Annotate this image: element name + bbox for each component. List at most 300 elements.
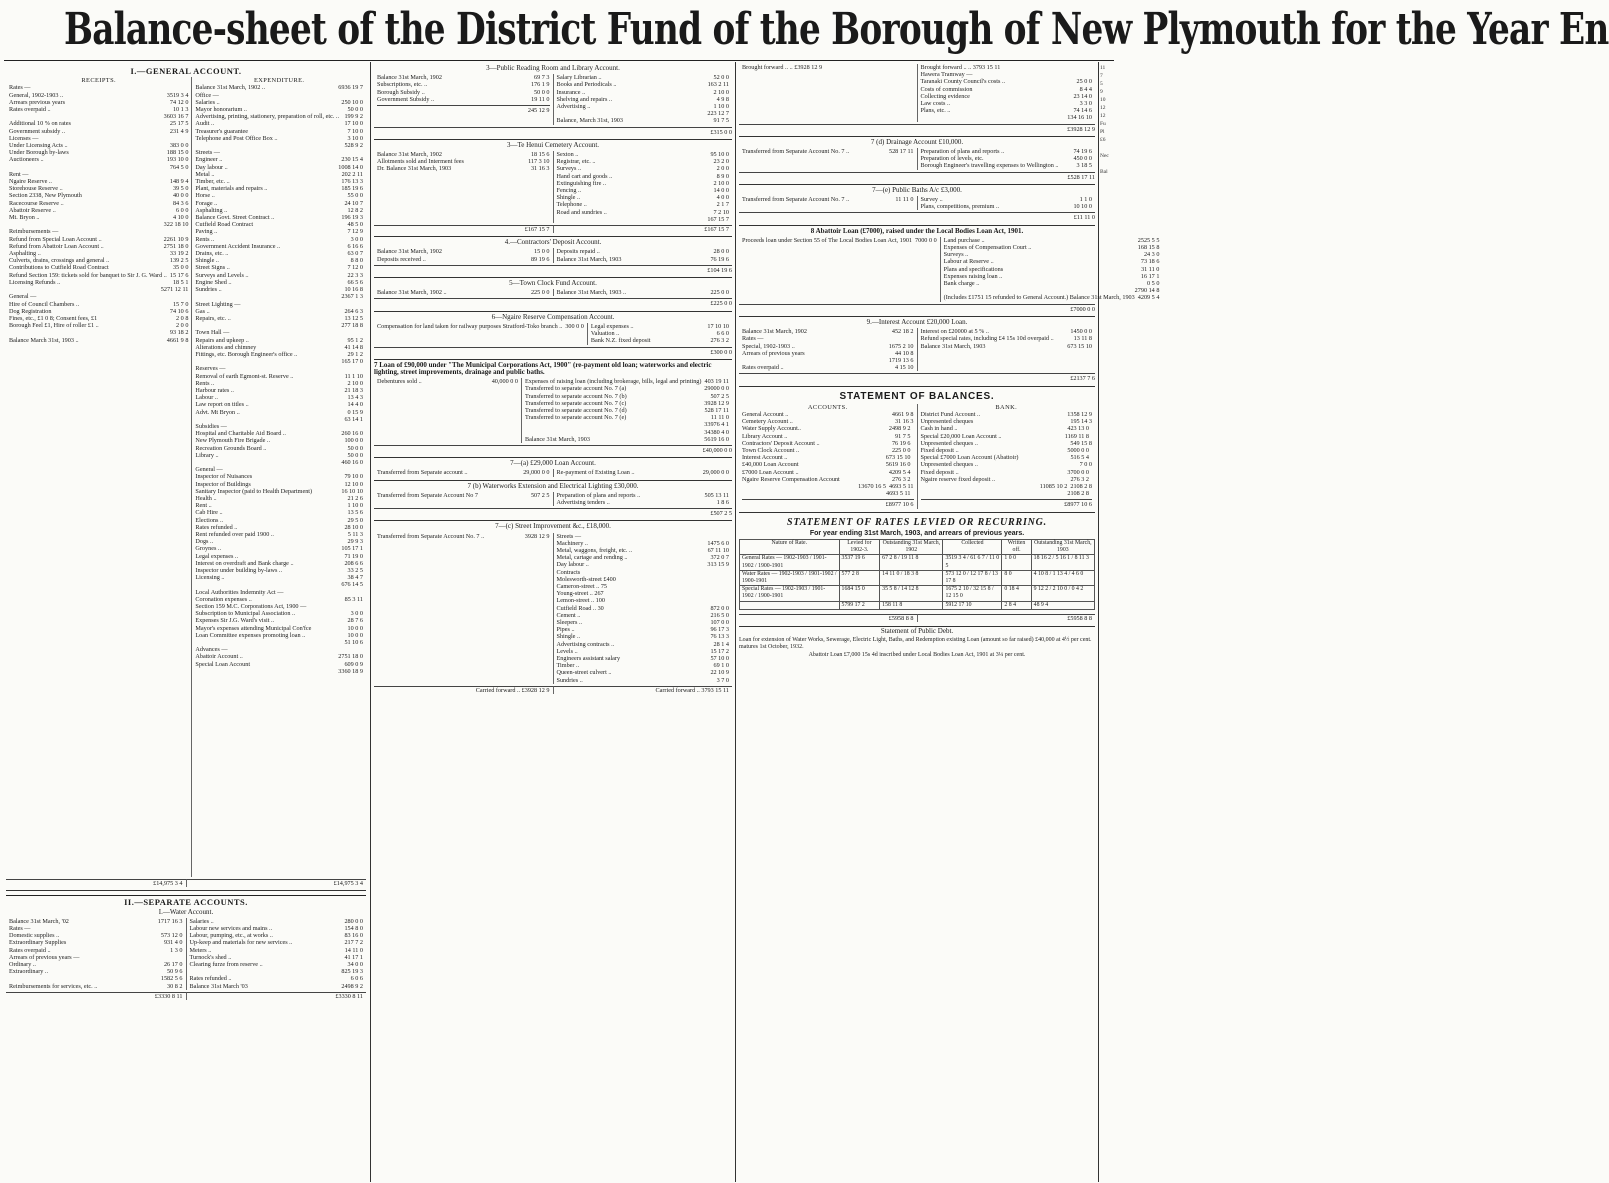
ledger-row — [921, 469, 1093, 476]
table-row — [740, 570, 1095, 585]
ledger-item-label: Rates — — [9, 925, 31, 933]
ledger-item-label: Unpresented cheques .. — [920, 439, 978, 447]
water-total-receipts: £3330 8 11 — [6, 992, 187, 1000]
ledger-item-label: Taranaki County Council's costs .. — [920, 78, 1006, 86]
ledger-item-label: Rent .. — [195, 502, 212, 510]
ledger-row — [9, 135, 188, 142]
ledger-item-label: Day labour .. — [556, 561, 589, 569]
ledger-item-amount: 28 1 4 — [713, 640, 729, 648]
ledger-row — [195, 315, 363, 322]
ledger-row — [195, 668, 363, 675]
rates-column-header: Levied for 1902-3. — [839, 539, 880, 554]
ledger-row — [9, 975, 183, 982]
ledger-item-label: Borough Feel £1, Hire of roller £1 .. — [9, 322, 99, 330]
ledger-row — [195, 495, 363, 502]
ledger-row — [195, 625, 363, 632]
ledger-item-amount: 3928 12 9 — [704, 399, 729, 407]
ledger-item-amount: 50 9 6 — [167, 968, 183, 976]
ledger-item-amount-cr: 2498 9 2 — [888, 425, 911, 433]
ledger-item-label: Repairs and upkeep .. — [195, 336, 249, 344]
ledger-item-label: Law report on titles .. — [195, 401, 249, 409]
ledger-item-amount: 105 17 1 — [341, 545, 363, 553]
cemetery-total-right: £167 15 7 — [554, 225, 733, 233]
ledger-row — [557, 569, 730, 576]
ledger-item-amount: 195 14 3 — [1070, 418, 1092, 426]
ledger-item-label: Town Clock Account .. — [742, 446, 800, 454]
ledger-row — [195, 120, 363, 127]
rates-subheading: For year ending 31st March, 1903, and arrears of previous years. — [809, 529, 1025, 537]
ledger-item-amount: 2367 1 3 — [341, 293, 363, 301]
table-cell: Water Rates — 1902-1903 / 1901-1902 / 1900-1901 — [740, 570, 840, 585]
ledger-item-label: Up-keep and materials for new services .. — [189, 939, 293, 947]
ledger-row — [9, 128, 188, 135]
ledger-row — [9, 228, 188, 235]
ledger-item-label: Preparation of levels, etc. — [920, 155, 984, 163]
cemetery-total-left: £167 15 7 — [374, 225, 554, 233]
ledger-item-label: Auctioneers .. — [9, 156, 44, 164]
ledger-item-amount: 79 10 0 — [344, 473, 363, 481]
ledger-item-label: Borough Subsidy .. — [377, 88, 425, 96]
table-row — [740, 601, 1095, 609]
ledger-item-label: Balance 31st March, 1902 .. — [195, 84, 265, 92]
ledger-row — [525, 421, 729, 428]
ledger-item-label: Survey .. — [920, 196, 943, 204]
ledger-item-label: Levels .. — [556, 647, 578, 655]
ledger-item-amount: 313 15 9 — [707, 561, 729, 569]
edge-fragment: 11 — [1100, 65, 1106, 71]
ledger-row — [525, 436, 729, 443]
ledger-row — [195, 365, 363, 372]
ledger-item-amount: 33 2 5 — [347, 567, 363, 575]
ledger-item-amount: 76 19 6 — [710, 255, 729, 263]
edge-fragment: 12 — [1100, 105, 1106, 111]
ledger-item-label: Clearing furze from reserve .. — [189, 961, 263, 969]
rates-table — [739, 539, 1095, 610]
ledger-item-amount: 2 0 0 — [176, 322, 189, 330]
balances-accounts — [742, 411, 914, 497]
ledger-item-amount — [185, 135, 188, 142]
ledger-row — [195, 459, 363, 466]
reading-room-total: £315 0 0 — [374, 127, 732, 136]
ledger-row — [557, 583, 730, 590]
ledger-row — [190, 947, 364, 954]
ledger-item-amount: 460 16 0 — [341, 458, 363, 466]
ledger-item-amount: 35 0 0 — [172, 264, 189, 272]
ledger-item-amount: 2 1 7 — [716, 201, 729, 209]
ledger-item-label: Extraordinary Supplies — [9, 939, 67, 947]
ledger-row — [195, 409, 363, 416]
ledger-row — [195, 322, 363, 329]
ledger-item-label: Interest Account .. — [742, 454, 788, 462]
baths-heading: 7—(e) Public Baths A/c £3,000. — [872, 185, 962, 194]
ledger-item-amount: 2 10 0 — [347, 379, 363, 387]
ledger-item-label: Balance 31st March, 1903 .. — [556, 289, 627, 297]
ledger-row — [9, 918, 183, 925]
table-row — [740, 586, 1095, 601]
baths-receipts — [739, 196, 918, 210]
ledger-item-label: Advertising .. — [556, 103, 591, 111]
ledger-row — [377, 89, 550, 96]
balances-bank-total: £8977 10 6 — [921, 499, 1093, 508]
ledger-row — [921, 71, 1093, 78]
ledger-item-amount: 3 7 0 — [716, 676, 729, 684]
ledger-item-amount-cr: 5000 0 0 — [1067, 446, 1089, 454]
loan-7c-account — [374, 523, 732, 694]
ledger-item-amount: 13 12 5 — [344, 314, 363, 322]
ngaire-total: £300 0 0 — [374, 347, 732, 356]
ledger-item-amount-cr: 2108 2 8 — [1067, 490, 1089, 498]
ledger-item-amount: 1475 6 0 — [707, 539, 729, 547]
ledger-item-label: Advertising tenders .. — [556, 498, 610, 506]
ledger-item-amount: 231 4 9 — [169, 127, 189, 135]
ledger-row — [557, 499, 730, 506]
cemetery-receipts — [374, 151, 554, 223]
ledger-item-amount: 50 0 0 — [347, 451, 363, 459]
ledger-item-amount: 0 15 9 — [347, 408, 363, 416]
ledger-item-label: Recreation Grounds Board .. — [195, 444, 267, 452]
ledger-row — [525, 400, 729, 407]
abattoir-account — [739, 226, 1160, 317]
ledger-item-amount: 1358 12 9 — [1067, 410, 1092, 418]
ledger-item-amount: 4 15 10 — [894, 364, 914, 372]
ledger-item-amount: 208 6 6 — [344, 559, 363, 567]
ledger-item-label: Collecting evidence — [920, 92, 970, 100]
table-cell: Special Rates — 1902-1903 / 1901-1902 / 1900-1901 — [740, 586, 840, 601]
ledger-item-amount: 216 5 0 — [710, 611, 729, 619]
ledger-row — [921, 148, 1093, 155]
ledger-item-label: Surveys .. — [556, 165, 582, 173]
ledger-item-label: Loan Committee expenses promoting loan .. — [195, 631, 306, 639]
ledger-row — [195, 351, 363, 358]
ledger-row — [557, 533, 730, 540]
general-total-expenditure: £14,975 3 4 — [187, 879, 367, 887]
ledger-item-label: Rates refunded .. — [189, 975, 232, 983]
ledger-item-label: Legal expenses .. — [590, 322, 634, 330]
ledger-row — [742, 447, 914, 454]
ledger-item-label: Balance Govt. Street Contract .. — [195, 214, 275, 222]
ledger-item-label: Advertising contracts .. — [556, 640, 615, 648]
ledger-row — [921, 78, 1093, 85]
ledger-item-label: Subsidies — — [195, 422, 227, 430]
ledger-item-amount: 277 18 8 — [341, 322, 363, 330]
cemetery-expenditure — [554, 151, 733, 223]
ledger-item-label: Cash in hand .. — [920, 425, 958, 433]
ledger-item-amount: 4 0 0 — [716, 194, 729, 202]
ledger-item-amount — [1089, 476, 1092, 483]
ledger-item-amount: 25 17 5 — [169, 120, 189, 128]
ledger-row — [525, 378, 729, 385]
ledger-item-amount: 6 6 0 — [716, 330, 729, 338]
ledger-item-label: Rates overpaid .. — [9, 106, 51, 114]
ledger-item-label: Salary Librarian .. — [556, 74, 602, 82]
ledger-item-amount: 34 0 0 — [347, 961, 363, 969]
ledger-item-label: Plans, etc. .. — [920, 107, 951, 115]
ledger-item-amount — [911, 469, 914, 476]
ledger-item-label: Licenses — — [9, 134, 39, 142]
ledger-item-label: Gas .. — [195, 307, 210, 315]
ledger-row — [557, 554, 730, 561]
ledger-row — [742, 454, 914, 461]
ledger-item-amount-cr: 673 15 10 — [885, 454, 911, 462]
ledger-item-amount — [911, 425, 914, 432]
ledger-item-label: Sexton .. — [556, 151, 579, 159]
contractors-expenditure — [554, 248, 733, 262]
ledger-item-amount: 15 0 0 — [534, 248, 550, 256]
general-receipts-list — [9, 84, 188, 343]
ledger-row — [195, 553, 363, 560]
ledger-row — [921, 418, 1093, 425]
ledger-item-amount: 1719 13 6 — [888, 356, 914, 364]
ledger-item-amount: 264 6 3 — [344, 307, 363, 315]
general-account-body — [6, 77, 366, 877]
ledger-item-label: Culverts, drains, crossings and general .. — [9, 257, 110, 265]
ledger-item-label: Harbour rates .. — [195, 386, 234, 394]
ledger-row — [9, 164, 188, 171]
ledger-row — [195, 185, 363, 192]
ledger-row — [557, 89, 730, 96]
ledger-item-label: Inspector of Buildings — [195, 480, 251, 488]
ledger-item-label: Day labour .. — [195, 163, 228, 171]
rates-column-header: Outstanding 31st March, 1902 — [880, 539, 943, 554]
ledger-item-amount — [360, 92, 363, 99]
ledger-item-amount: 280 0 0 — [344, 917, 363, 925]
ledger-item-label: Pipes .. — [556, 626, 575, 634]
ledger-item-amount: 2 10 0 — [713, 179, 729, 187]
ledger-item-label: Arrears of previous years — [742, 349, 805, 357]
ledger-item-amount: 1675 2 10 — [888, 342, 914, 350]
ledger-row — [921, 476, 1093, 483]
water-expenditure-list — [187, 918, 367, 990]
baths-account — [739, 187, 1095, 226]
ledger-row — [195, 301, 363, 308]
ledger-row — [195, 293, 363, 300]
town-clock-heading: 5—Town Clock Fund Account. — [509, 279, 597, 288]
ledger-item-amount: 2498 9 2 — [341, 982, 363, 990]
ledger-item-amount: 3360 18 9 — [338, 667, 363, 675]
rates-column-header: Collected — [943, 539, 1002, 554]
ledger-item-amount: 176 13 3 — [341, 178, 363, 186]
ledger-item-label: Allotments sold and Interment fees — [377, 158, 464, 166]
ledger-item-amount: 71 19 0 — [344, 552, 363, 560]
table-cell: 2 8 4 — [1002, 601, 1031, 609]
column-middle — [374, 64, 732, 694]
general-receipts — [6, 77, 192, 877]
ledger-item-amount — [726, 569, 729, 576]
ledger-item-amount: 573 12 0 — [160, 932, 183, 940]
ledger-item-label: Sanitary Inspector (paid to Health Department) — [195, 487, 313, 495]
town-clock-expenditure — [554, 289, 733, 296]
ledger-item-amount: 250 10 0 — [341, 98, 363, 106]
ledger-row — [557, 151, 730, 158]
brought-items — [918, 71, 1096, 121]
general-totals — [6, 877, 366, 891]
ledger-item-amount: 5619 16 0 — [704, 435, 729, 443]
ledger-item-amount: 7 12 9 — [347, 228, 363, 236]
ledger-item-amount — [360, 466, 363, 473]
edge-fragment: 10 — [1100, 97, 1106, 103]
ledger-row — [742, 476, 914, 483]
ledger-item-amount: 63 0 7 — [347, 250, 363, 258]
ledger-item-amount — [726, 576, 729, 583]
ledger-item-label: Sundries .. — [556, 676, 583, 684]
rates-column-header: Nature of Rate. — [740, 539, 840, 554]
ledger-item-amount: 95 10 0 — [710, 151, 729, 159]
ledger-item-label: Expenses of raising loan (including brokerage, bills, legal and printing) — [524, 378, 702, 386]
ledger-item-amount: 1450 0 0 — [1070, 328, 1092, 336]
ledger-item-amount: 15 17 6 — [169, 271, 189, 279]
ledger-item-amount: 41 14 8 — [344, 343, 363, 351]
ledger-item-label: Abattoir Account .. — [195, 653, 243, 661]
ledger-row — [557, 103, 730, 110]
ledger-item-amount: 165 17 0 — [341, 358, 363, 366]
brought-forward — [739, 64, 1095, 137]
ledger-item-amount: 276 3 2 — [710, 337, 729, 345]
ledger-row — [591, 330, 729, 337]
ledger-item-label: Cemetery Account .. — [742, 418, 793, 426]
ledger-item-label: Books and Periodicals .. — [556, 81, 617, 89]
brought-total: £3928 12 9 — [739, 124, 1095, 133]
ledger-item-label: Paving .. — [195, 228, 218, 236]
ledger-row — [9, 178, 188, 185]
ledger-item-amount: 74 10 6 — [169, 307, 189, 315]
balances-heading: STATEMENT OF BALANCES. — [839, 390, 995, 402]
ledger-item-amount: 10 0 0 — [347, 624, 363, 632]
ledger-item-amount: 31 16 3 — [894, 418, 914, 426]
ledger-item-label: Street Signs .. — [195, 264, 230, 272]
abattoir-total: £7000 0 0 — [739, 304, 1095, 313]
ledger-row — [195, 581, 363, 588]
drainage-total: £528 17 11 — [739, 172, 1095, 181]
title-rule — [4, 60, 1114, 61]
ledger-row — [557, 110, 730, 117]
ledger-row — [195, 329, 363, 336]
ledger-item-amount: 28 0 0 — [713, 248, 729, 256]
ledger-item-amount: 29,000 0 0 — [702, 469, 729, 477]
ledger-item-label: Balance 31st March, '02 — [9, 917, 69, 925]
ledger-row — [195, 517, 363, 524]
ledger-item-amount: 63 14 1 — [344, 415, 363, 423]
ledger-item-label: (Includes £1751 15 refunded to General Account.) Balance 31st March, 1903 — [943, 294, 1135, 302]
ledger-item-amount-cr: 11085 10 2 — [1039, 482, 1068, 490]
ledger-item-label: Balance March 31st, 1903 .. — [9, 336, 79, 344]
ledger-row — [190, 975, 364, 982]
ledger-row — [377, 533, 550, 540]
ledger-item-label: Balance 31st March, 1903 — [556, 255, 622, 263]
ledger-row — [190, 961, 364, 968]
ledger-item-label: Shingle .. — [195, 257, 219, 265]
ledger-item-label: Compensation for land taken for railway purposes Stratford-Toko branch .. — [377, 322, 563, 330]
table-cell: 158 11 8 — [880, 601, 943, 609]
ledger-row — [195, 214, 363, 221]
ledger-item-amount: 199 9 2 — [344, 113, 363, 121]
ledger-item-amount: 4209 5 4 — [1137, 294, 1160, 302]
ledger-item-amount — [1089, 490, 1092, 497]
ledger-row — [195, 632, 363, 639]
ledger-row — [195, 423, 363, 430]
loan-7c-expenditure — [554, 533, 733, 684]
ledger-item-label: Refund special rates, including £4 15s 10d overpaid .. — [920, 335, 1054, 343]
table-cell: 9 12 2 / 2 10 0 / 0 4 2 — [1031, 586, 1094, 601]
public-debt-text-2: Abattoir Loan £7,000 15s 4d inscribed under Local Bodies Loan Act, 1901 at 3¼ per cent. — [808, 651, 1026, 658]
ledger-item-amount: 6 16 6 — [347, 242, 363, 250]
ledger-item-amount: 6936 19 7 — [338, 84, 363, 92]
ledger-item-amount: 1717 16 3 — [157, 917, 183, 925]
ledger-item-label: General, 1902-1903 .. — [9, 91, 64, 99]
edge-fragment: £6 — [1100, 137, 1106, 143]
ledger-row — [190, 954, 364, 961]
ledger-item-label: Balance 31st March, 1903 — [524, 435, 590, 443]
ledger-row — [195, 149, 363, 156]
ngaire-expenditure — [588, 323, 732, 345]
ledger-item-amount: 154 8 0 — [344, 925, 363, 933]
loan-7c-carried-left: Carried forward .. £3928 12 9 — [374, 686, 554, 694]
ledger-item-label: Mt. Bryon .. — [9, 214, 40, 222]
ledger-row — [944, 287, 1160, 294]
ledger-item-amount: 84 3 6 — [172, 199, 189, 207]
ledger-row — [742, 357, 914, 364]
ledger-item-amount: 452 18 2 — [891, 328, 914, 336]
ledger-item-amount — [726, 583, 729, 590]
edge-fragment: 7 — [1100, 73, 1103, 79]
ledger-row — [557, 648, 730, 655]
ledger-item-label: Balance 31st March, 1902 .. — [377, 289, 447, 297]
ledger-item-label: Metal .. — [195, 170, 215, 178]
ledger-item-amount: 24 10 7 — [344, 199, 363, 207]
ledger-item-amount: 4661 9 8 — [891, 410, 914, 418]
ledger-row — [557, 117, 730, 124]
ledger-row — [9, 120, 188, 127]
ledger-item-amount: 3 0 0 — [350, 235, 363, 243]
ledger-item-amount: 91 7 5 — [713, 117, 729, 125]
ledger-item-amount: 16 10 10 — [341, 487, 363, 495]
ledger-item-amount: 505 13 11 — [704, 491, 729, 499]
ledger-item-amount: 2108 2 8 — [1070, 482, 1092, 490]
ledger-item-label: Hospital and Charitable Aid Board .. — [195, 430, 286, 438]
ledger-row — [190, 983, 364, 990]
table-cell: 0 18 4 — [1002, 586, 1031, 601]
ledger-item-amount: 29,000 0 0 — [523, 469, 550, 477]
table-cell: 577 2 8 — [839, 570, 880, 585]
ledger-item-label: Licensing Refunds .. — [9, 278, 61, 286]
ledger-row — [377, 165, 550, 172]
ledger-row — [195, 243, 363, 250]
ledger-row — [557, 633, 730, 640]
interest-account — [739, 319, 1095, 387]
loan-7b-heading: 7 (b) Waterworks Extension and Electrical Lighting £30,000. — [467, 481, 639, 490]
ledger-item-label: Rates refunded .. — [195, 523, 238, 531]
ledger-item-amount — [360, 301, 363, 308]
general-account-heading: I.—GENERAL ACCOUNT. — [130, 66, 242, 76]
town-clock-total: £225 0 0 — [374, 298, 732, 307]
ledger-item-amount: 12 10 0 — [344, 480, 363, 488]
ledger-item-amount: 188 15 0 — [166, 149, 189, 157]
ledger-item-label: Special Loan Account — [195, 660, 251, 668]
ledger-item-label: General — — [9, 293, 37, 301]
reading-room-receipts-sub: 245 12 9 — [377, 105, 550, 114]
ledger-row — [195, 99, 363, 106]
ledger-item-amount — [911, 440, 914, 447]
ledger-row — [944, 273, 1160, 280]
ledger-item-amount: 24 3 0 — [1143, 251, 1160, 259]
ledger-row — [195, 394, 363, 401]
ledger-row — [742, 425, 914, 432]
ledger-item-amount: 5271 12 11 — [160, 286, 189, 294]
ledger-row — [9, 149, 188, 156]
ledger-row — [557, 180, 730, 187]
ledger-item-label: Insurance .. — [556, 88, 586, 96]
ledger-item-label: Refund from Special Loan Account .. — [9, 235, 102, 243]
ledger-row — [195, 156, 363, 163]
